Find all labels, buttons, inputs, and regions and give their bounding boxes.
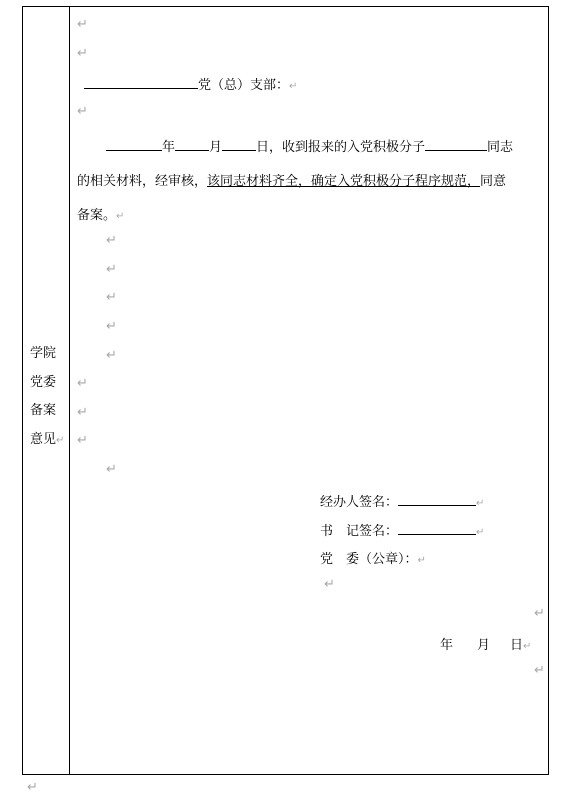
paragraph-mark: ↵	[77, 104, 88, 119]
body-line-2	[77, 170, 506, 189]
secretary-signature-blank[interactable]	[398, 521, 476, 535]
secretary-signature-line	[320, 520, 484, 539]
paragraph-mark: ↵	[77, 17, 88, 32]
branch-suffix: 党（总）支部：	[198, 78, 290, 93]
branch-name-blank[interactable]	[84, 75, 198, 89]
paragraph-mark: ↵	[106, 290, 117, 305]
paragraph-mark: ↵	[324, 577, 335, 592]
paragraph-mark: ↵	[27, 780, 38, 795]
member-name-blank[interactable]	[425, 137, 487, 151]
date-line	[440, 634, 531, 653]
year-text: 年	[162, 140, 176, 155]
left-label-line-1: 学院	[30, 346, 57, 361]
paragraph-mark: ↵	[77, 46, 88, 61]
secretary-label: 书 记签名：	[320, 524, 399, 539]
handler-label: 经办人签名：	[320, 495, 399, 510]
handler-signature-line	[320, 491, 484, 510]
left-label-line-2: 党委	[30, 374, 57, 390]
body-line-3	[77, 204, 124, 223]
paragraph-mark: ↵	[476, 527, 485, 538]
left-label-line-4: 意见	[30, 431, 57, 447]
left-label-line-3: 备案	[30, 403, 57, 418]
paragraph-mark: ↵	[106, 348, 117, 363]
handler-signature-blank[interactable]	[398, 492, 476, 506]
paragraph-mark: ↵	[534, 663, 545, 678]
form-table	[22, 6, 549, 775]
month-text: 月	[209, 140, 223, 155]
date-year: 年	[440, 638, 454, 653]
day-text: 日，收到报来的入党积极分子	[256, 140, 426, 155]
paragraph-mark: ↵	[417, 555, 426, 566]
paragraph-mark: ↵	[106, 262, 117, 277]
body-line-2-suffix: 同意	[480, 174, 507, 189]
paragraph-mark: ↵	[534, 606, 545, 621]
paragraph-mark: ↵	[106, 233, 117, 248]
year-blank[interactable]	[106, 137, 162, 151]
paragraph-mark: ↵	[56, 434, 65, 446]
committee-label: 党 委（公章）：	[320, 552, 418, 567]
tongzhi-text: 同志	[487, 140, 514, 155]
paragraph-mark: ↵	[77, 433, 88, 448]
date-month: 月	[477, 638, 491, 653]
body-line-2-underlined: 该同志材料齐全，确定入党积极分子程序规范，	[207, 174, 481, 189]
paragraph-mark: ↵	[116, 211, 125, 222]
branch-line	[84, 74, 297, 93]
paragraph-mark: ↵	[77, 376, 88, 391]
paragraph-mark: ↵	[106, 319, 117, 334]
day-blank[interactable]	[222, 137, 256, 151]
date-day: 日	[510, 638, 524, 653]
committee-seal-line	[320, 548, 426, 567]
paragraph-mark: ↵	[77, 405, 88, 420]
paragraph-mark: ↵	[289, 81, 298, 92]
paragraph-mark: ↵	[476, 498, 485, 509]
month-blank[interactable]	[175, 137, 209, 151]
body-line-2-prefix: 的相关材料，经审核，	[77, 174, 208, 189]
body-line-3-text: 备案。	[77, 208, 117, 223]
paragraph-mark: ↵	[106, 462, 117, 477]
left-label	[30, 340, 70, 455]
body-line-1	[106, 136, 513, 155]
paragraph-mark: ↵	[523, 641, 532, 652]
